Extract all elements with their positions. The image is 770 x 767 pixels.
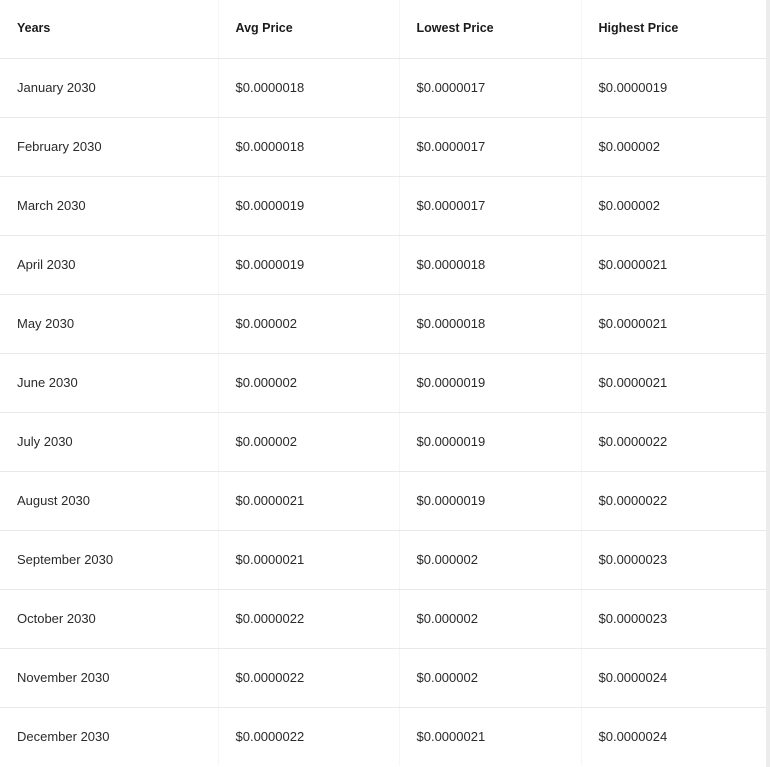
table-row bbox=[0, 117, 766, 176]
cell-highest-price: $0.0000024 bbox=[581, 648, 766, 707]
cell-avg-price: $0.0000021 bbox=[218, 530, 399, 589]
cell-lowest-price: $0.0000017 bbox=[399, 58, 581, 117]
cell-month: December 2030 bbox=[17, 729, 110, 745]
table-row bbox=[0, 176, 766, 235]
cell-highest-price: $0.0000023 bbox=[581, 530, 766, 589]
cell-month: February 2030 bbox=[0, 117, 218, 176]
cell-avg-price: $0.0000021 bbox=[218, 471, 399, 530]
table-row bbox=[0, 707, 766, 766]
cell-lowest-price: $0.0000019 bbox=[399, 412, 581, 471]
cell-avg-price: $0.000002 bbox=[218, 294, 399, 353]
cell-month: March 2030 bbox=[0, 176, 218, 235]
cell-month: June 2030 bbox=[0, 353, 218, 412]
cell-month: April 2030 bbox=[0, 235, 218, 294]
cell-lowest-price: $0.0000018 bbox=[399, 235, 581, 294]
cell-avg-price: $0.0000018 bbox=[218, 117, 399, 176]
cell-highest-price: $0.0000019 bbox=[581, 58, 766, 117]
cell-avg-price: $0.0000022 bbox=[218, 707, 399, 766]
table-row bbox=[0, 58, 766, 117]
cell-lowest-price: $0.0000021 bbox=[399, 707, 581, 766]
cell-month: July 2030 bbox=[0, 412, 218, 471]
cell-highest-price: $0.0000021 bbox=[581, 235, 766, 294]
cell-highest-price: $0.0000024 bbox=[581, 707, 766, 766]
cell-lowest-price: $0.0000017 bbox=[399, 176, 581, 235]
table-row bbox=[0, 530, 766, 589]
table-row bbox=[0, 412, 766, 471]
scrollbar-edge[interactable] bbox=[766, 0, 770, 767]
column-header-highest-price: Highest Price bbox=[581, 0, 766, 58]
table-row bbox=[0, 235, 766, 294]
cell-lowest-price: $0.0000019 bbox=[399, 353, 581, 412]
cell-avg-price: $0.000002 bbox=[218, 412, 399, 471]
cell-highest-price: $0.0000023 bbox=[581, 589, 766, 648]
cell-highest-price: $0.0000021 bbox=[581, 353, 766, 412]
cell-highest-price: $0.000002 bbox=[581, 176, 766, 235]
cell-avg-price: $0.000002 bbox=[218, 353, 399, 412]
cell-avg-price: $0.0000018 bbox=[218, 58, 399, 117]
column-header-lowest-price: Lowest Price bbox=[399, 0, 581, 58]
cell-avg-price: $0.0000019 bbox=[218, 176, 399, 235]
cell-highest-price: $0.0000022 bbox=[581, 412, 766, 471]
column-header-avg-price: Avg Price bbox=[218, 0, 399, 58]
cell-lowest-price: $0.000002 bbox=[399, 530, 581, 589]
cell-lowest-price: $0.000002 bbox=[399, 648, 581, 707]
cell-month: October 2030 bbox=[0, 589, 218, 648]
table-row bbox=[0, 353, 766, 412]
cell-lowest-price: $0.0000017 bbox=[399, 117, 581, 176]
table-header-row bbox=[0, 0, 766, 58]
table-row bbox=[0, 648, 766, 707]
cell-month: September 2030 bbox=[0, 530, 218, 589]
cell-highest-price: $0.000002 bbox=[581, 117, 766, 176]
cell-month: January 2030 bbox=[0, 58, 218, 117]
table-row bbox=[0, 589, 766, 648]
table-row bbox=[0, 294, 766, 353]
cell-lowest-price: $0.0000019 bbox=[399, 471, 581, 530]
cell-avg-price: $0.0000019 bbox=[218, 235, 399, 294]
column-header-years: Years bbox=[0, 0, 218, 58]
cell-highest-price: $0.0000022 bbox=[581, 471, 766, 530]
cell-avg-price: $0.0000022 bbox=[218, 648, 399, 707]
cell-lowest-price: $0.000002 bbox=[399, 589, 581, 648]
cell-highest-price: $0.0000021 bbox=[581, 294, 766, 353]
table-row bbox=[0, 471, 766, 530]
cell-lowest-price: $0.0000018 bbox=[399, 294, 581, 353]
cell-month: November 2030 bbox=[0, 648, 218, 707]
cell-month: May 2030 bbox=[0, 294, 218, 353]
cell-month: August 2030 bbox=[0, 471, 218, 530]
cell-avg-price: $0.0000022 bbox=[218, 589, 399, 648]
